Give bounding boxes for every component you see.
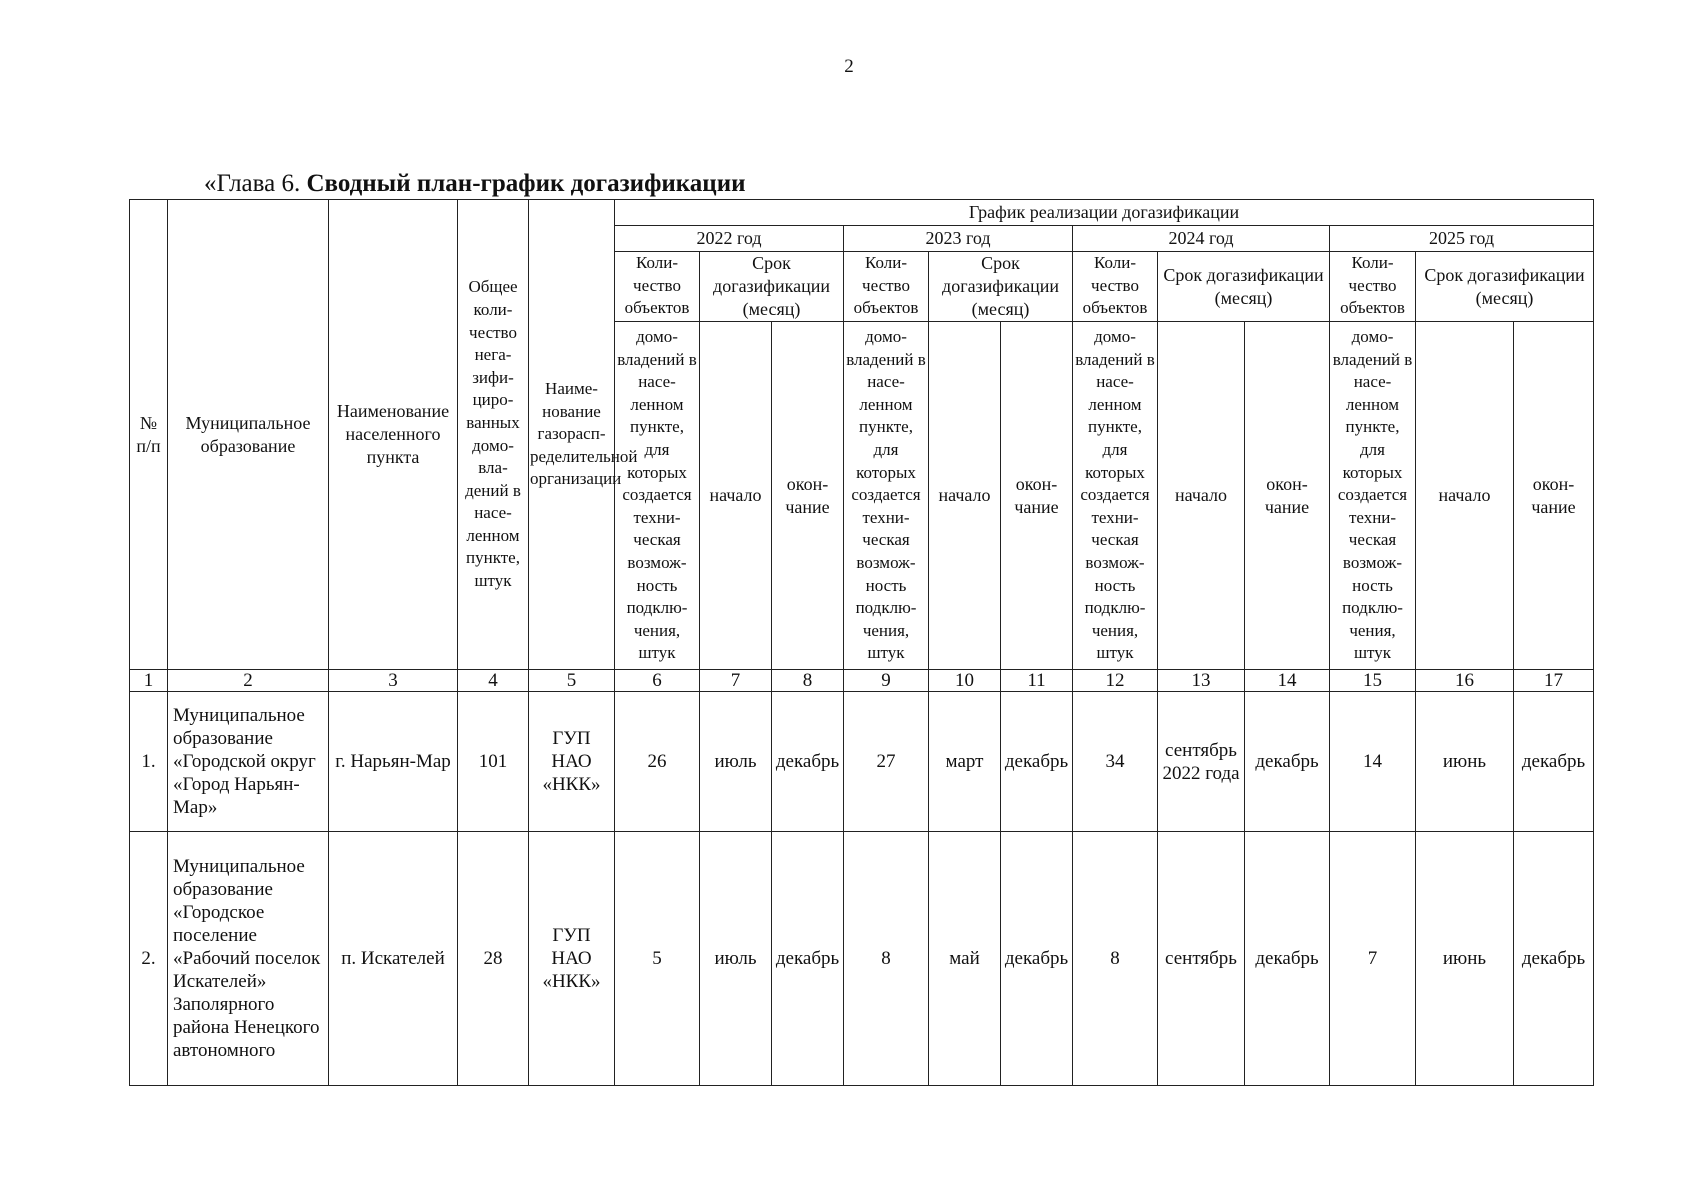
row-total: 28 <box>458 832 529 1086</box>
header-count-bottom: домо-владений в насе-ленном пункте, для которых создается техни-ческая возмож-ность подклю-чения, штук <box>1073 322 1158 670</box>
header-municipality: Муниципальное образование <box>168 200 329 670</box>
row-start: май <box>929 832 1001 1086</box>
column-number: 2 <box>168 670 329 692</box>
column-number: 1 <box>130 670 168 692</box>
header-start: начало <box>700 322 772 670</box>
column-number: 8 <box>772 670 844 692</box>
header-gas-org: Наиме-нование газорасп-ределительной организации <box>529 200 615 670</box>
column-numbers-row <box>130 670 1594 692</box>
chapter-title <box>204 170 746 198</box>
column-number: 10 <box>929 670 1001 692</box>
header-year: 2024 год <box>1073 226 1330 252</box>
row-start: сентябрь <box>1158 832 1245 1086</box>
row-start: июль <box>700 692 772 832</box>
header-start: начало <box>929 322 1001 670</box>
row-gas-org: ГУП НАО «НКК» <box>529 832 615 1086</box>
header-end: окон-чание <box>1514 322 1594 670</box>
table-row <box>130 832 1594 1086</box>
header-schedule: График реализации догазификации <box>615 200 1594 226</box>
row-end: декабрь <box>1514 832 1594 1086</box>
header-period: Срок догазификации (месяц) <box>1416 252 1594 322</box>
row-start: июнь <box>1416 832 1514 1086</box>
column-number: 15 <box>1330 670 1416 692</box>
header-year: 2022 год <box>615 226 844 252</box>
row-count: 8 <box>1073 832 1158 1086</box>
row-count: 8 <box>844 832 929 1086</box>
row-end: декабрь <box>1001 832 1073 1086</box>
header-year: 2023 год <box>844 226 1073 252</box>
column-number: 16 <box>1416 670 1514 692</box>
header-count-top: Коли-чество объектов <box>615 252 700 322</box>
header-count-top: Коли-чество объектов <box>1330 252 1416 322</box>
row-municipality: Муниципальное образование «Городское поселение «Рабочий поселок Искателей» Заполярного района Ненецкого автономного <box>168 832 329 1086</box>
header-count-bottom: домо-владений в насе-ленном пункте, для которых создается техни-ческая возмож-ность подклю-чения, штук <box>615 322 700 670</box>
header-count-bottom: домо-владений в насе-ленном пункте, для которых создается техни-ческая возмож-ность подклю-чения, штук <box>1330 322 1416 670</box>
column-number: 6 <box>615 670 700 692</box>
row-count: 7 <box>1330 832 1416 1086</box>
row-end: декабрь <box>1001 692 1073 832</box>
column-number: 9 <box>844 670 929 692</box>
row-end: декабрь <box>772 692 844 832</box>
row-total: 101 <box>458 692 529 832</box>
header-total: Общее коли-чество нега-зифи-циро-ванных домо-вла-дений в насе-ленном пункте, штук <box>458 200 529 670</box>
row-end: декабрь <box>1514 692 1594 832</box>
header-end: окон-чание <box>772 322 844 670</box>
row-count: 14 <box>1330 692 1416 832</box>
schedule-table <box>129 199 1594 1086</box>
header-settlement: Наименование населенного пункта <box>329 200 458 670</box>
row-end: декабрь <box>1245 832 1330 1086</box>
page-number: 2 <box>844 56 854 77</box>
header-start: начало <box>1416 322 1514 670</box>
row-gas-org: ГУП НАО «НКК» <box>529 692 615 832</box>
table-row <box>130 692 1594 832</box>
header-count-top: Коли-чество объектов <box>844 252 929 322</box>
column-number: 12 <box>1073 670 1158 692</box>
header-no: № п/п <box>130 200 168 670</box>
header-end: окон-чание <box>1001 322 1073 670</box>
column-number: 17 <box>1514 670 1594 692</box>
header-count-top: Коли-чество объектов <box>1073 252 1158 322</box>
column-number: 5 <box>529 670 615 692</box>
column-number: 13 <box>1158 670 1245 692</box>
chapter-prefix: «Глава 6. <box>204 170 301 197</box>
row-end: декабрь <box>1245 692 1330 832</box>
row-start: сентябрь 2022 года <box>1158 692 1245 832</box>
row-count: 5 <box>615 832 700 1086</box>
row-count: 27 <box>844 692 929 832</box>
header-period: Срок догазификации (месяц) <box>929 252 1073 322</box>
header-period: Срок догазификации (месяц) <box>1158 252 1330 322</box>
header-year: 2025 год <box>1330 226 1594 252</box>
row-count: 26 <box>615 692 700 832</box>
row-start: июль <box>700 832 772 1086</box>
row-number: 2. <box>130 832 168 1086</box>
row-start: март <box>929 692 1001 832</box>
row-settlement: г. Нарьян-Мар <box>329 692 458 832</box>
row-settlement: п. Искателей <box>329 832 458 1086</box>
row-end: декабрь <box>772 832 844 1086</box>
column-number: 14 <box>1245 670 1330 692</box>
header-count-bottom: домо-владений в насе-ленном пункте, для которых создается техни-ческая возмож-ность подклю-чения, штук <box>844 322 929 670</box>
chapter-heading: Сводный план-график догазификации <box>306 170 746 197</box>
header-period: Срок догазификации (месяц) <box>700 252 844 322</box>
row-municipality: Муниципальное образование «Городской округ «Город Нарьян-Мар» <box>168 692 329 832</box>
row-number: 1. <box>130 692 168 832</box>
row-count: 34 <box>1073 692 1158 832</box>
column-number: 11 <box>1001 670 1073 692</box>
column-number: 4 <box>458 670 529 692</box>
header-end: окон-чание <box>1245 322 1330 670</box>
column-number: 7 <box>700 670 772 692</box>
header-start: начало <box>1158 322 1245 670</box>
row-start: июнь <box>1416 692 1514 832</box>
column-number: 3 <box>329 670 458 692</box>
